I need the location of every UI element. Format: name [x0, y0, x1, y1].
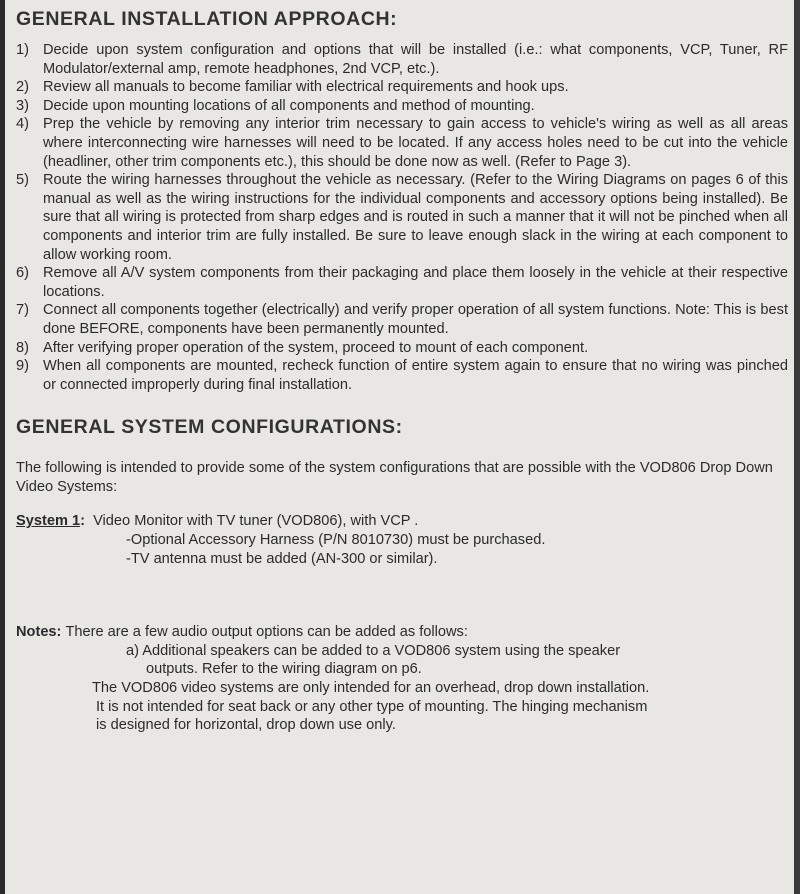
step-number: 9) [16, 358, 29, 375]
configurations-heading: GENERAL SYSTEM CONFIGURATIONS: [16, 416, 403, 439]
step-3 [16, 97, 788, 116]
step-2 [16, 78, 788, 97]
system-1-harness-note: -Optional Accessory Harness (P/N 8010730) must be purchased. [126, 532, 546, 549]
system-1-line [16, 512, 788, 531]
notes-label: Notes: [16, 624, 62, 641]
step-1 [16, 41, 788, 78]
system-1-colon: : [80, 513, 85, 530]
step-text: Remove all A/V system components from their packaging and place them loosely in the vehicle at their respective locations. [43, 265, 788, 300]
manual-page [16, 6, 788, 735]
step-text: Route the wiring harnesses throughout the vehicle as necessary. (Refer to the Wiring Diagrams on pages 6 of this manual as well as the wiring instructions for the individual components and accessory options being installed). Be sure that all wiring is protected from sharp edges and is routed in such a manner that it will not be pinched when all components and interior trim are fully installed. Be sure to leave enough slack in the wiring at each component to allow working room. [43, 172, 788, 263]
step-text: Decide upon system configuration and options that will be installed (i.e.: what components, VCP, Tuner, RF Modulator/external amp, remote headphones, 2nd VCP, etc.). [43, 42, 788, 77]
step-6 [16, 264, 788, 301]
installation-steps [16, 41, 788, 394]
installation-heading: GENERAL INSTALLATION APPROACH: [16, 8, 398, 30]
step-text: Connect all components together (electrically) and verify proper operation of all system functions. Note: This is best done BEFORE, components have been permanently mounted. [43, 302, 788, 337]
note-a-line-2: outputs. Refer to the wiring diagram on p6. [146, 661, 422, 678]
note-paragraph-line-3: is designed for horizontal, drop down use only. [96, 717, 396, 734]
step-number: 1) [16, 42, 29, 58]
system-1-block [16, 512, 788, 568]
step-8 [16, 339, 788, 358]
step-number: 5) [16, 172, 29, 189]
step-text: Prep the vehicle by removing any interior trim necessary to gain access to vehicle's wiring as well as all areas where interconnecting wire harnesses will need to be located. If any access holes need to be cut into the vehicle (headliner, other trim components etc.), this should be done now as well. (Refer to Page 3). [43, 116, 788, 170]
notes-block [16, 623, 788, 735]
left-page-edge [0, 0, 5, 894]
step-4 [16, 115, 788, 171]
step-text: Review all manuals to become familiar with electrical requirements and hook ups. [43, 79, 569, 96]
step-number: 4) [16, 116, 29, 133]
note-paragraph-line-1: The VOD806 video systems are only intended for an overhead, drop down installation. [92, 680, 650, 697]
step-text: When all components are mounted, recheck function of entire system again to ensure that no wiring was pinched or connected improperly during final installation. [43, 358, 788, 393]
system-1-antenna-note: -TV antenna must be added (AN-300 or similar). [126, 550, 438, 567]
step-number: 7) [16, 302, 29, 319]
system-1-description: Video Monitor with TV tuner (VOD806), with VCP . [93, 513, 419, 530]
step-number: 3) [16, 97, 29, 114]
step-text: After verifying proper operation of the system, proceed to mount of each component. [43, 339, 589, 356]
step-7 [16, 301, 788, 338]
step-5 [16, 171, 788, 264]
step-number: 6) [16, 265, 29, 282]
notes-line [16, 623, 788, 642]
right-page-edge [794, 0, 800, 894]
system-1-label: System 1 [16, 513, 81, 530]
configurations-intro: The following is intended to provide some of the system configurations that are possible with the VOD806 Drop Down Video Systems: [16, 460, 773, 495]
notes-text: There are a few audio output options can be added as follows: [65, 624, 468, 641]
note-a-line-1: a) Additional speakers can be added to a VOD806 system using the speaker [126, 642, 621, 659]
step-9 [16, 357, 788, 394]
step-number: 8) [16, 339, 29, 356]
step-text: Decide upon mounting locations of all components and method of mounting. [43, 97, 535, 114]
step-number: 2) [16, 79, 29, 96]
note-paragraph-line-2: It is not intended for seat back or any other type of mounting. The hinging mechanism [96, 698, 648, 715]
